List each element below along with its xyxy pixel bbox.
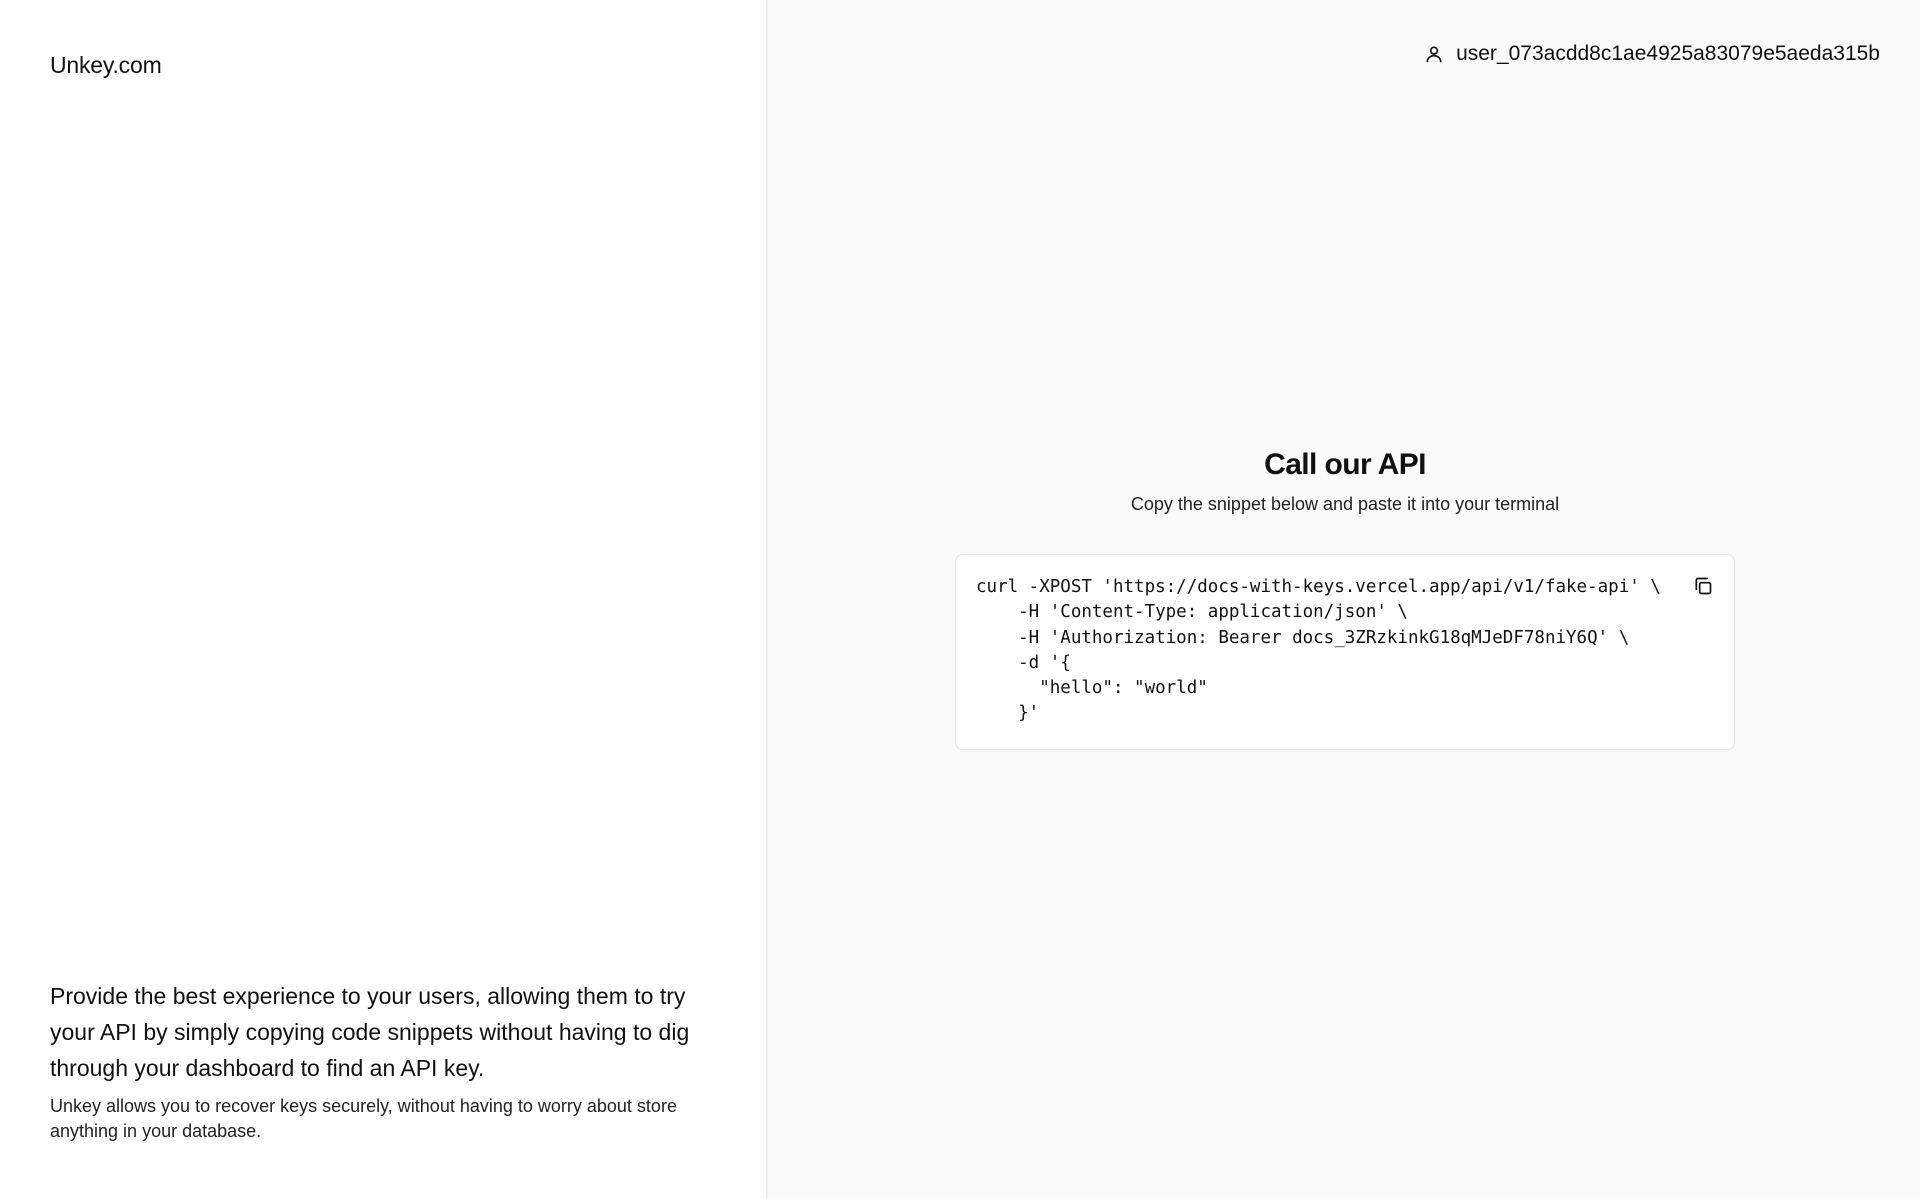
copy-icon <box>1693 576 1713 596</box>
user-id: user_073acdd8c1ae4925a83079e5aeda315b <box>1456 42 1880 65</box>
code-snippet[interactable]: curl -XPOST 'https://docs-with-keys.vercel.app/api/v1/fake-api' \ -H 'Content-Type: application/json' \ -H 'Authorization: Bearer docs_3ZRzkinkG18qMJeDF78niY6Q' \ -d '{ "hello": "world" }' <box>976 577 1661 724</box>
copy-button[interactable] <box>1690 573 1716 599</box>
code-snippet-card <box>955 554 1735 750</box>
marketing-copy <box>50 978 720 1144</box>
user-menu[interactable] <box>1424 42 1880 66</box>
subtext: Unkey allows you to recover keys securely, without having to worry about store anything in your database. <box>50 1096 677 1141</box>
page-subtitle: Copy the snippet below and paste it into your terminal <box>1130 494 1560 514</box>
user-icon <box>1424 44 1444 64</box>
brand-link[interactable]: Unkey.com <box>50 52 162 78</box>
left-panel <box>0 0 768 1199</box>
tagline: Provide the best experience to your users, allowing them to try your API by simply copying code snippets without having to dig through your dashboard to find an API key. <box>50 983 690 1081</box>
api-header <box>770 448 1920 515</box>
page-title: Call our API <box>1264 448 1426 481</box>
right-panel <box>770 0 1920 1199</box>
